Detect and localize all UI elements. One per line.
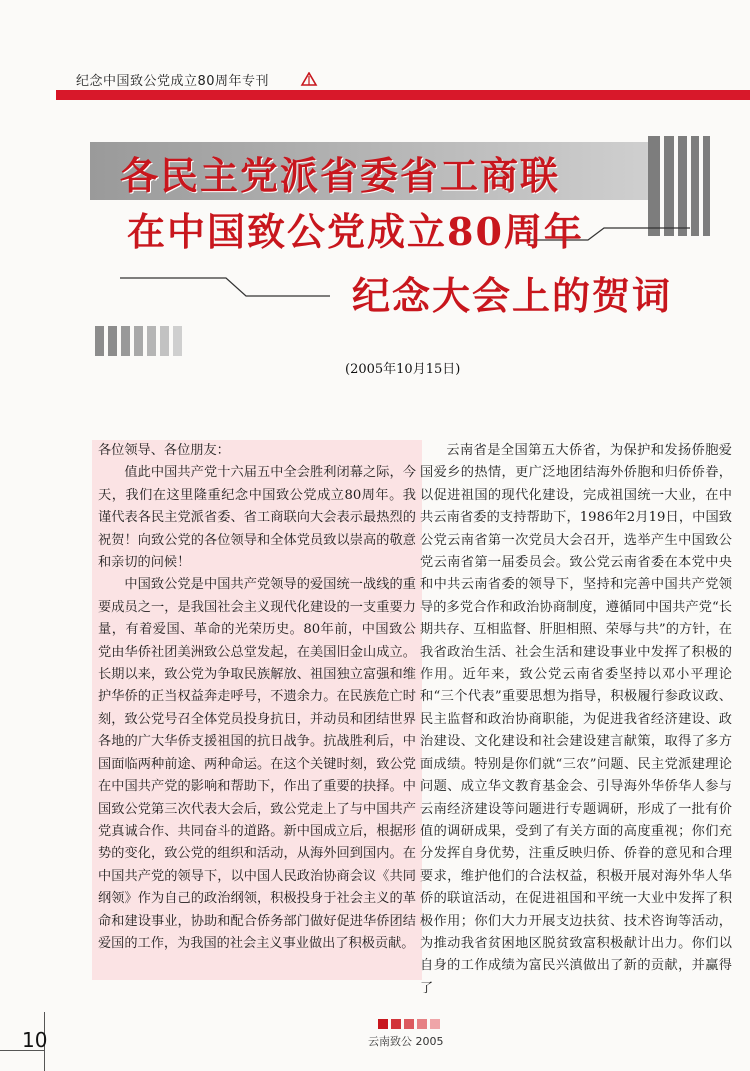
page-number: 10 xyxy=(22,1028,48,1052)
title-line-3: 纪念大会上的贺词 xyxy=(352,273,673,318)
right-column xyxy=(420,440,732,996)
body-paragraph: 中国致公党是中国共产党领导的爱国统一战线的重要成员之一，是我国社会主义现代化建设的一支重要力量，有着爱国、革命的光荣历史。80年前，中国致公党由华侨社团美洲致公总堂发起，在美国旧金山成立。长期以来，致公党为争取民族解放、祖国独立富强和维护华侨的正当权益奔走呼号，不遗余力。在民族危亡时刻，致公党号召全体党员投身抗日，并动员和团结世界各地的广大华侨支援祖国的抗日战争。抗战胜利后，中国面临两种前途、两种命运。在这个关键时刻，致公党在中国共产党的影响和帮助下，作出了重要的抉择。中国致公党第三次代表大会后，致公党走上了与中国共产党真诚合作、共同奋斗的道路。新中国成立后，根据形势的变化，致公党的组织和活动，从海外回到国内。在中国共产党的领导下，以中国人民政治协商会议《共同纲领》作为自己的政治纲领，积极投身于社会主义的革命和建设事业，协助和配合侨务部门做好促进华侨团结爱国的工作，为我国的社会主义事业做出了积极贡献。 xyxy=(98,577,416,951)
title-line-2: 在中国致公党成立80周年 xyxy=(127,209,584,254)
left-column xyxy=(92,440,422,980)
salutation: 各位领导、各位朋友： xyxy=(98,443,230,458)
body-paragraph: 值此中国共产党十六届五中全会胜利闭幕之际，今天，我们在这里隆重纪念中国致公党成立80周年。我谨代表各民主党派省委、省工商联向大会表示最热烈的祝贺！向致公党的各位领导和全体党员致以崇高的敬意和亲切的问候！ xyxy=(98,465,416,571)
footer-decor-bars xyxy=(378,1019,444,1029)
body-paragraph: 云南省是全国第五大侨省，为保护和发扬侨胞爱国爱乡的热情，更广泛地团结海外侨胞和归侨侨眷，以促进祖国的现代化建设，完成祖国统一大业，在中共云南省委的支持帮助下，1986年2月19日，中国致公党云南省第一次党员大会召开，选举产生中国致公党云南省第一届委员会。致公党云南省委在本党中央和中共云南省委的领导下，坚持和完善中国共产党领导的多党合作和政治协商制度，遵循同中国共产党“长期共存、互相监督、肝胆相照、荣辱与共”的方针，在我省政治生活、社会生活和建设事业中发挥了积极的作用。近年来，致公党云南省委坚持以邓小平理论和“三个代表”重要思想为指导，积极履行参政议政、民主监督和政治协商职能，为促进我省经济建设、政治建设、文化建设和社会建设建言献策，取得了多方面成绩。特别是你们就“三农”问题、民主党派建理论问题、成立华文教育基金会、引导海外华侨华人参与云南经济建设等问题进行专题调研，形成了一批有价值的调研成果，受到了有关方面的高度重视；你们充分发挥自身优势，注重反映归侨、侨眷的意见和合理要求，维护他们的合法权益，积极开展对海外华人华侨的联谊活动，在促进祖国和平统一大业中发挥了积极作用；你们大力开展支边扶贫、技术咨询等活动，为推动我省贫困地区脱贫致富积极献计出力。你们以自身的工作成绩为富民兴滇做出了新的贡献，并赢得了 xyxy=(420,443,732,996)
title-bottom-bars xyxy=(95,326,215,356)
running-head: 纪念中国致公党成立80周年专刊 xyxy=(76,74,270,89)
title-line-1: 各民主党派省委省工商联 xyxy=(120,153,561,198)
title-date: (2005年10月15日) xyxy=(345,362,461,377)
publication-name: 云南致公 2005 xyxy=(368,1035,444,1048)
